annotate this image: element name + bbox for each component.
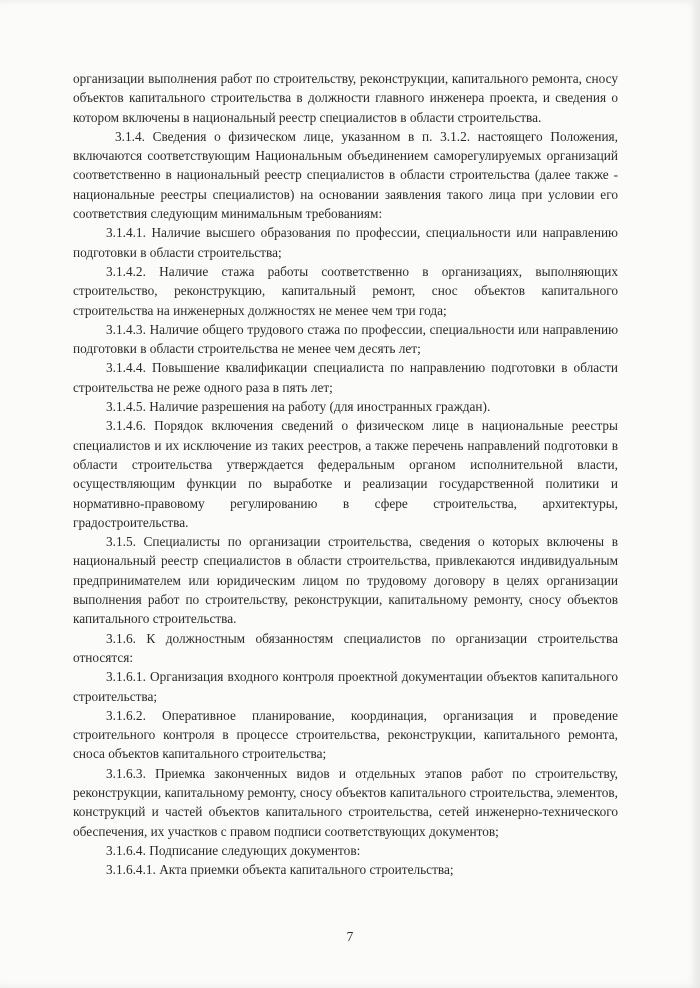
paragraph-3-1-6-3: 3.1.6.3. Приемка законченных видов и отдельных этапов работ по строительству, реконструкции, капитальному ремонту, сносу объектов капитального строительства, элементов, конструкций и частей объектов капитального строительства, сетей инженерно-технического обеспечения, их участков с правом подписи соответствующих документов; (73, 765, 618, 839)
document-body (73, 69, 618, 879)
paragraph-3-1-6-1: 3.1.6.1. Организация входного контроля проектной документации объектов капитального строительства; (73, 669, 618, 704)
paragraph-3-1-6-4: 3.1.6.4. Подписание следующих документов: (106, 842, 361, 858)
paragraph-3-1-4-3: 3.1.4.3. Наличие общего трудового стажа по профессии, специальности или направлению подготовки в области строительства не менее чем десять лет; (73, 321, 618, 357)
paragraph-3-1-6-4-1: 3.1.6.4.1. Акта приемки объекта капитального строительства; (106, 862, 454, 878)
paragraph-3-1-6: 3.1.6. К должностным обязанностям специалистов по организации строительства относятся: (73, 630, 618, 665)
paragraph-3-1-4-4: 3.1.4.4. Повышение квалификации специалиста по направлению подготовки в области строительства не реже одного раза в пять лет; (73, 360, 618, 395)
paragraph-3-1-4: 3.1.4. Сведения о физическом лице, указанном в п. 3.1.2. настоящего Положения, включаются соответствующим Национальным объединением саморегулируемых организаций соответственно в национальный реестр специалистов в области строительства (далее также - национальные реестры специалистов) на основании заявления такого лица при условии его соответствия следующим минимальным требованиям: (73, 128, 618, 222)
page-number: 7 (346, 929, 354, 944)
paragraph: организации выполнения работ по строительству, реконструкции, капитального ремонта, сносу объектов капитального строительства в должности главного инженера проекта, и сведения о котором включены в национальный реестр специалистов в области строительства. (73, 71, 618, 125)
paragraph-3-1-6-2: 3.1.6.2. Оперативное планирование, координация, организация и проведение строительного контроля в процессе строительства, реконструкции, капитального ремонта, сноса объектов капитального строительства; (73, 707, 618, 762)
paragraph-3-1-4-6: 3.1.4.6. Порядок включения сведений о физическом лице в национальные реестры специалистов и их исключение из таких реестров, а также перечень направлений подготовки в области строительства утверждается федеральным органом исполнительной власти, осуществляющим функции по выработке и реализации государственной политики и нормативно-правовому регулированию в сфере строительства, архитектуры, градостроительства. (73, 418, 618, 530)
paragraph-3-1-4-1: 3.1.4.1. Наличие высшего образования по профессии, специальности или направлению подготовки в области строительства; (73, 225, 618, 260)
paragraph-3-1-4-2: 3.1.4.2. Наличие стажа работы соответственно в организациях, выполняющих строительство, реконструкцию, капитальный ремонт, снос объектов капитального строительства на инженерных должностях не менее чем три года; (73, 263, 618, 318)
paragraph-3-1-4-5: 3.1.4.5. Наличие разрешения на работу (для иностранных граждан). (106, 399, 491, 415)
paragraph-3-1-5: 3.1.5. Специалисты по организации строительства, сведения о которых включены в национальный реестр специалистов в области строительства, привлекаются индивидуальным предпринимателем или юридическим лицом по трудовому договору в целях организации выполнения работ по строительству, реконструкции, капитальному ремонту, сносу объектов капитального строительства. (73, 534, 618, 627)
